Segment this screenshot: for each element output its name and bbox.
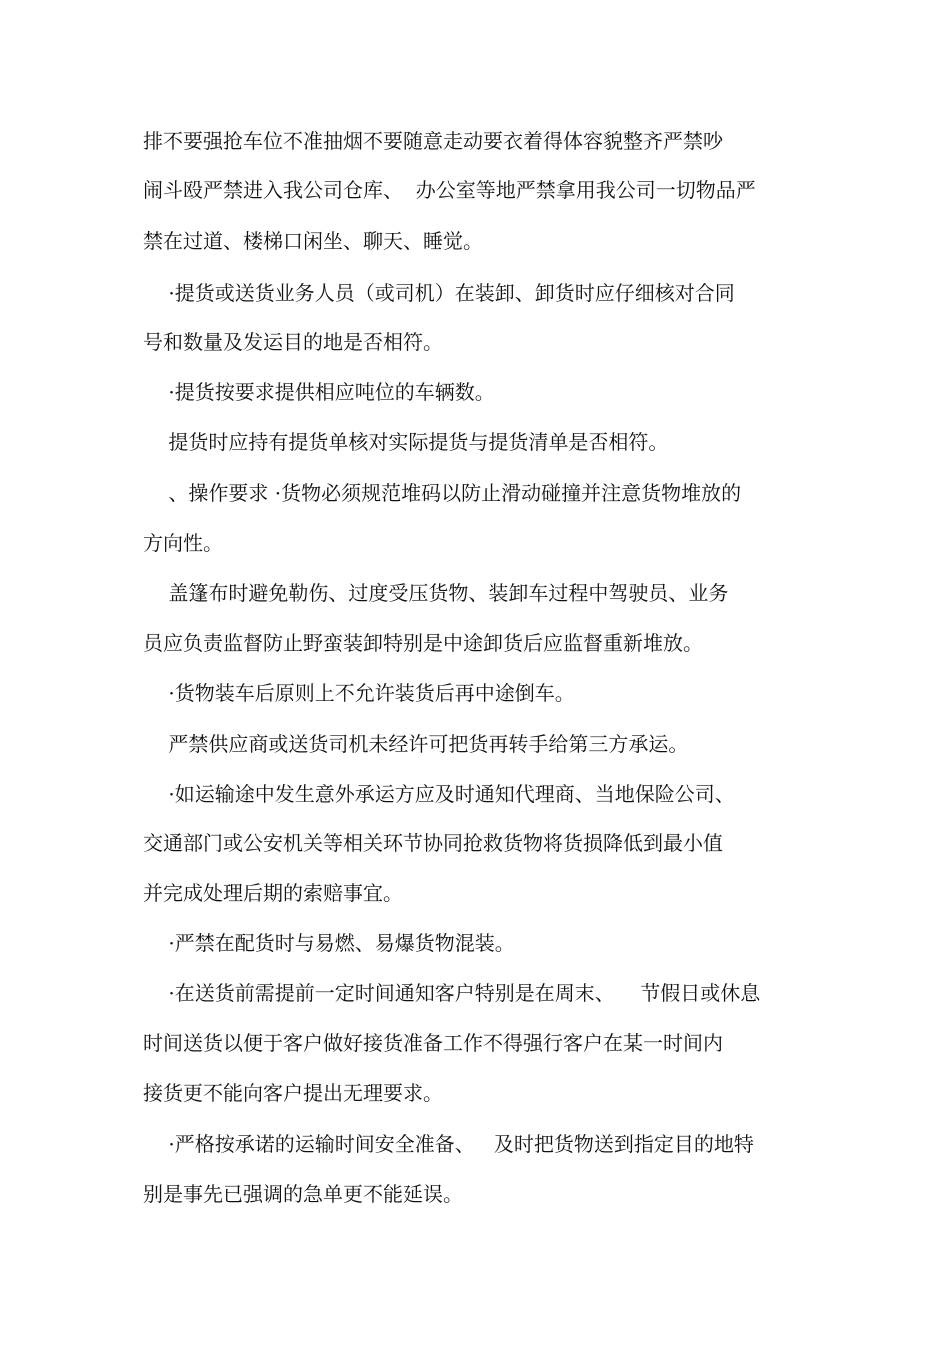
text-line: 、操作要求 ·货物必须规范堆码以防止滑动碰撞并注意货物堆放的 <box>143 481 742 505</box>
text-line: 方向性。 <box>143 531 223 555</box>
text-line: 并完成处理后期的索赔事宜。 <box>143 881 403 905</box>
text-line: 盖篷布时避免勒伤、过度受压货物、装卸车过程中驾驶员、业务 <box>143 581 729 605</box>
text-line: ·货物装车后原则上不允许装货后再中途倒车。 <box>143 681 575 705</box>
text-line: 别是事先已强调的急单更不能延误。 <box>143 1182 463 1206</box>
text-line: 员应负责监督防止野蛮装卸特别是中途卸货后应监督重新堆放。 <box>143 631 703 655</box>
text-line: 交通部门或公安机关等相关环节协同抢救货物将货损降低到最小值 <box>143 831 723 855</box>
text-line: ·严禁在配货时与易燃、易爆货物混装。 <box>143 931 515 955</box>
text-line: 提货时应持有提货单核对实际提货与提货清单是否相符。 <box>143 430 669 454</box>
text-line: 号和数量及发运目的地是否相符。 <box>143 330 443 354</box>
text-line: 时间送货以便于客户做好接货准备工作不得强行客户在某一时间内 <box>143 1031 723 1055</box>
text-line: ·提货按要求提供相应吨位的车辆数。 <box>143 380 495 404</box>
text-line: ·在送货前需提前一定时间通知客户特别是在周末、 节假日或休息 <box>143 981 761 1005</box>
text-line: 禁在过道、楼梯口闲坐、聊天、睡觉。 <box>143 229 483 253</box>
text-line: 接货更不能向客户提出无理要求。 <box>143 1081 443 1105</box>
text-line: ·如运输途中发生意外承运方应及时通知代理商、当地保险公司、 <box>143 782 735 806</box>
text-line: ·严格按承诺的运输时间安全准备、 及时把货物送到指定目的地特 <box>143 1132 754 1156</box>
text-line: ·提货或送货业务人员（或司机）在装卸、卸货时应仔细核对合同 <box>143 281 735 305</box>
text-line: 闹斗殴严禁进入我公司仓库、 办公室等地严禁拿用我公司一切物品严 <box>143 178 756 202</box>
text-line: 排不要强抢车位不准抽烟不要随意走动要衣着得体容貌整齐严禁吵 <box>143 129 723 153</box>
text-line: 严禁供应商或送货司机未经许可把货再转手给第三方承运。 <box>143 732 689 756</box>
